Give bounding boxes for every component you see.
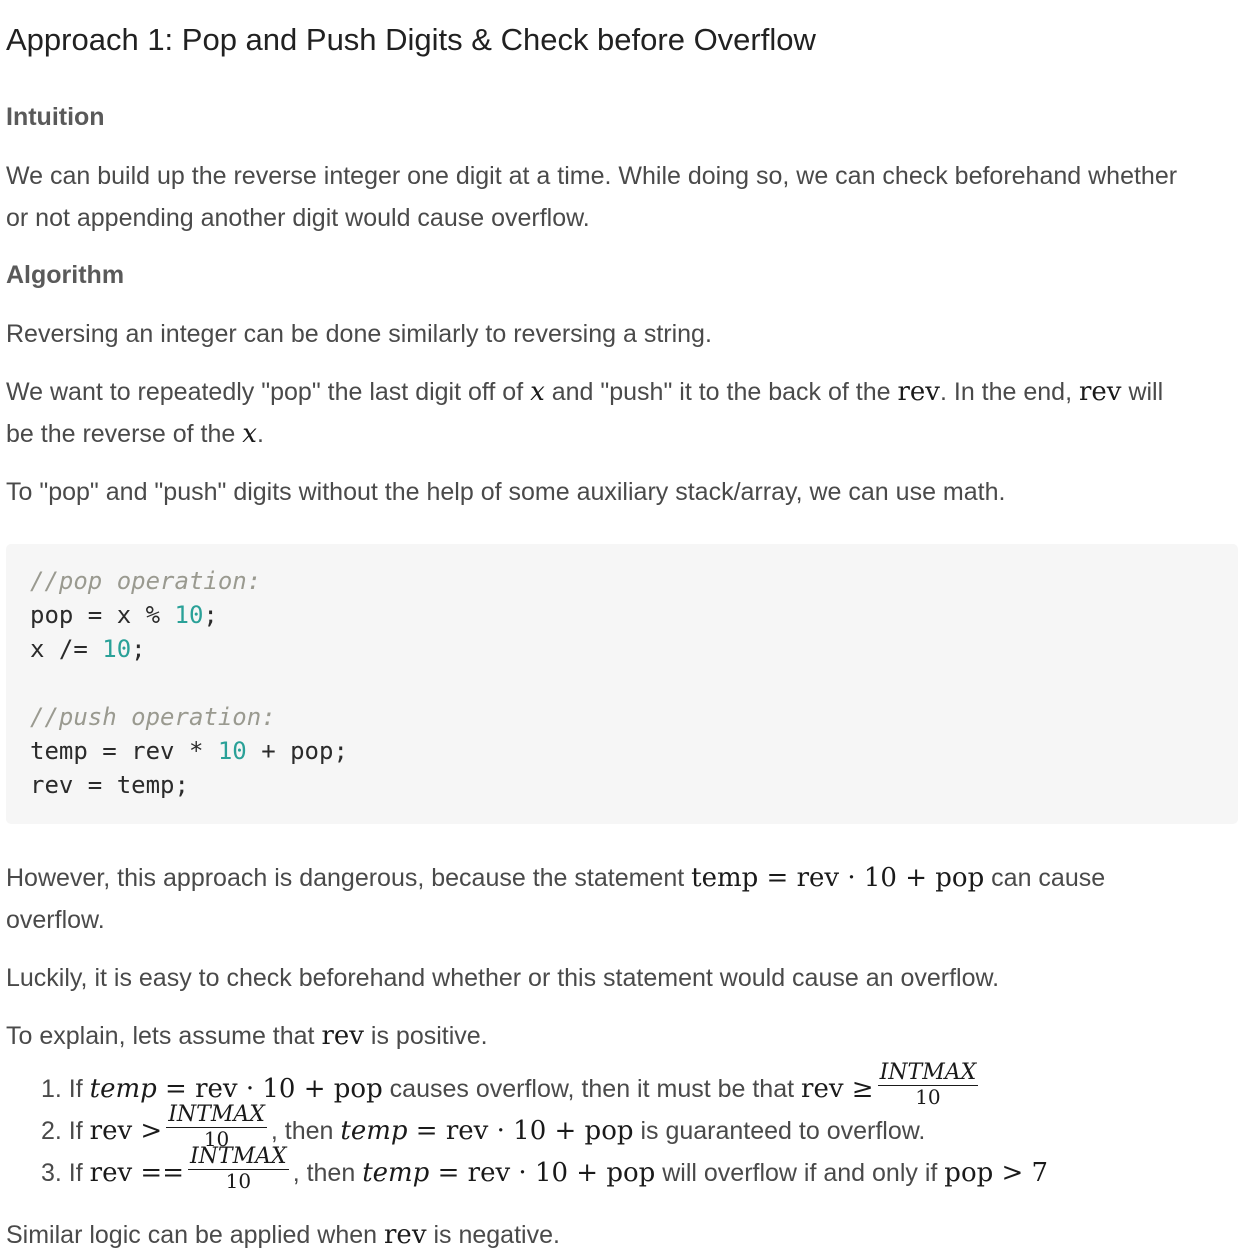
algorithm-paragraph-2: We want to repeatedly "pop" the last digit off of x and "push" it to the back of the rev. In the end, rev will be the reverse of the x.: [6, 377, 1164, 449]
assume-paragraph: To explain, lets assume that rev is positive.: [6, 1021, 488, 1051]
code-content: //pop operation: pop = x % 10; x /= 10; //push operation: temp = rev * 10 + pop; rev = temp;: [30, 567, 348, 799]
list-item: 2. If rev > $\frac{\text{INTMAX}}{10}$ , then temp = rev · 10 + pop is guaranteed to overflow.: [41, 1102, 926, 1151]
algorithm-heading: Algorithm: [6, 261, 125, 289]
fraction: $\frac{\text{INTMAX}}{10}$: [168, 1102, 265, 1151]
fraction: $\frac{\text{INTMAX}}{10}$: [879, 1060, 977, 1109]
code-block: [6, 544, 1238, 824]
math-expression: temp = rev · 10 + pop: [691, 863, 985, 893]
math-rev: rev: [321, 1021, 364, 1051]
algorithm-paragraph-3: To "pop" and "push" digits without the help of some auxiliary stack/array, we can use math.: [6, 478, 1006, 506]
list-item: 1. If temp = rev · 10 + pop causes overflow, then it must be that rev ≥ $\frac{\text{INTMAX}}{10}$: [41, 1060, 977, 1109]
list-item: 3. If rev == $\frac{\text{INTMAX}}{10}$ , then temp = rev · 10 + pop will overflow if and only if pop > 7: [41, 1144, 1049, 1193]
intuition-heading: Intuition: [6, 103, 105, 131]
condition-list: [6, 1060, 1049, 1194]
intuition-line-2: or not appending another digit would cause overflow.: [6, 204, 590, 232]
intuition-paragraph: [6, 155, 1177, 239]
code-comment: //push operation:: [30, 703, 276, 731]
algorithm-paragraph-1: Reversing an integer can be done similarly to reversing a string.: [6, 320, 712, 348]
danger-paragraph: However, this approach is dangerous, because the statement temp = rev · 10 + pop can cause overflow.: [6, 863, 1106, 934]
fraction: $\frac{\text{INTMAX}}{10}$: [189, 1144, 287, 1193]
math-x: x: [530, 377, 545, 407]
math-rev: rev: [897, 377, 940, 407]
math-x: x: [242, 419, 257, 449]
math-rev: rev: [1078, 377, 1122, 407]
page-title: Approach 1: Pop and Push Digits & Check before Overflow: [6, 22, 816, 57]
closing-paragraph: Similar logic can be applied when rev is negative.: [6, 1220, 560, 1250]
check-paragraph: Luckily, it is easy to check beforehand whether or this statement would cause an overflow.: [6, 964, 1000, 992]
math-rev: rev: [384, 1220, 427, 1250]
code-comment: //pop operation:: [30, 567, 262, 595]
intuition-line-1: We can build up the reverse integer one digit at a time. While doing so, we can check beforehand whether: [6, 162, 1178, 190]
